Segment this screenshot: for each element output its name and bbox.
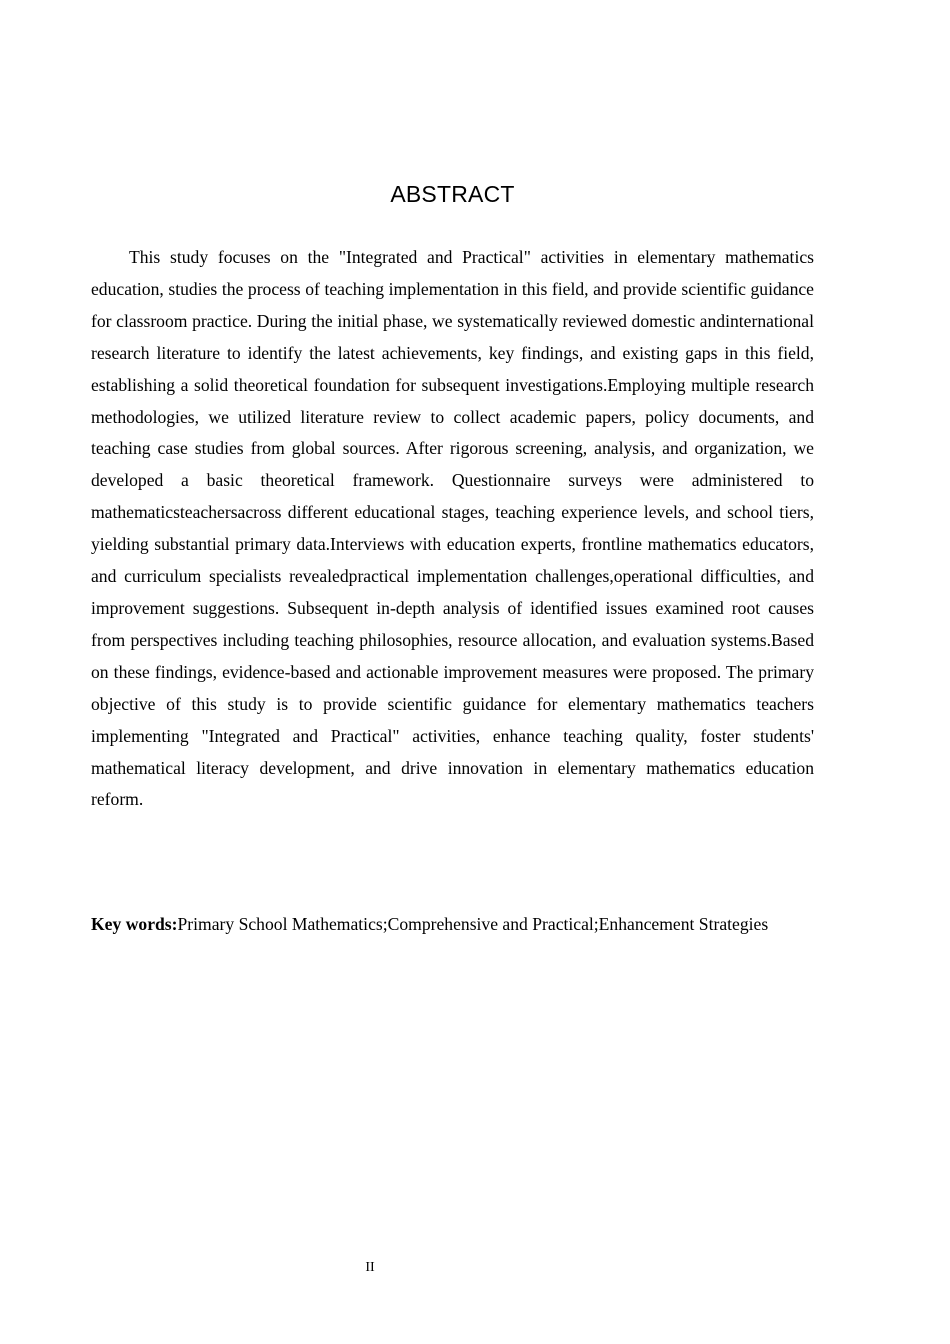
abstract-paragraph: This study focuses on the "Integrated and Practical" activities in elementary mathematics education, studies the process of teaching implementation in this field, and provide scientific guidance for classroom practice. During the initial phase, we systematically reviewed domestic andinternational research literature to identify the latest achievements, key findings, and existing gaps in this field, establishing a solid theoretical foundation for subsequent investigations.Employing multiple research methodologies, we utilized literature review to collect academic papers, policy documents, and teaching case studies from global sources. After rigorous screening, analysis, and organization, we developed a basic theoretical framework. Questionnaire surveys were administered to mathematicsteachersacross different educational stages, teaching experience levels, and school tiers, yielding substantial primary data.Interviews with education experts, frontline mathematics educators, and curriculum specialists revealedpractical implementation challenges,operational difficulties, and improvement suggestions. Subsequent in-depth analysis of identified issues examined root causes from perspectives including teaching philosophies, resource allocation, and evaluation systems.Based on these findings, evidence-based and actionable improvement measures were proposed. The primary objective of this study is to provide scientific guidance for elementary mathematics teachers implementing "Integrated and Practical" activities, enhance teaching quality, foster students' mathematical literacy development, and drive innovation in elementary mathematics education reform. xyxy=(91,247,814,810)
page-number: II xyxy=(365,1260,375,1275)
keywords-section xyxy=(91,909,814,941)
keywords-label: Key words: xyxy=(91,914,178,934)
keywords-text: Primary School Mathematics;Comprehensive and Practical;Enhancement Strategies xyxy=(177,914,769,934)
abstract-title: ABSTRACT xyxy=(390,181,515,207)
